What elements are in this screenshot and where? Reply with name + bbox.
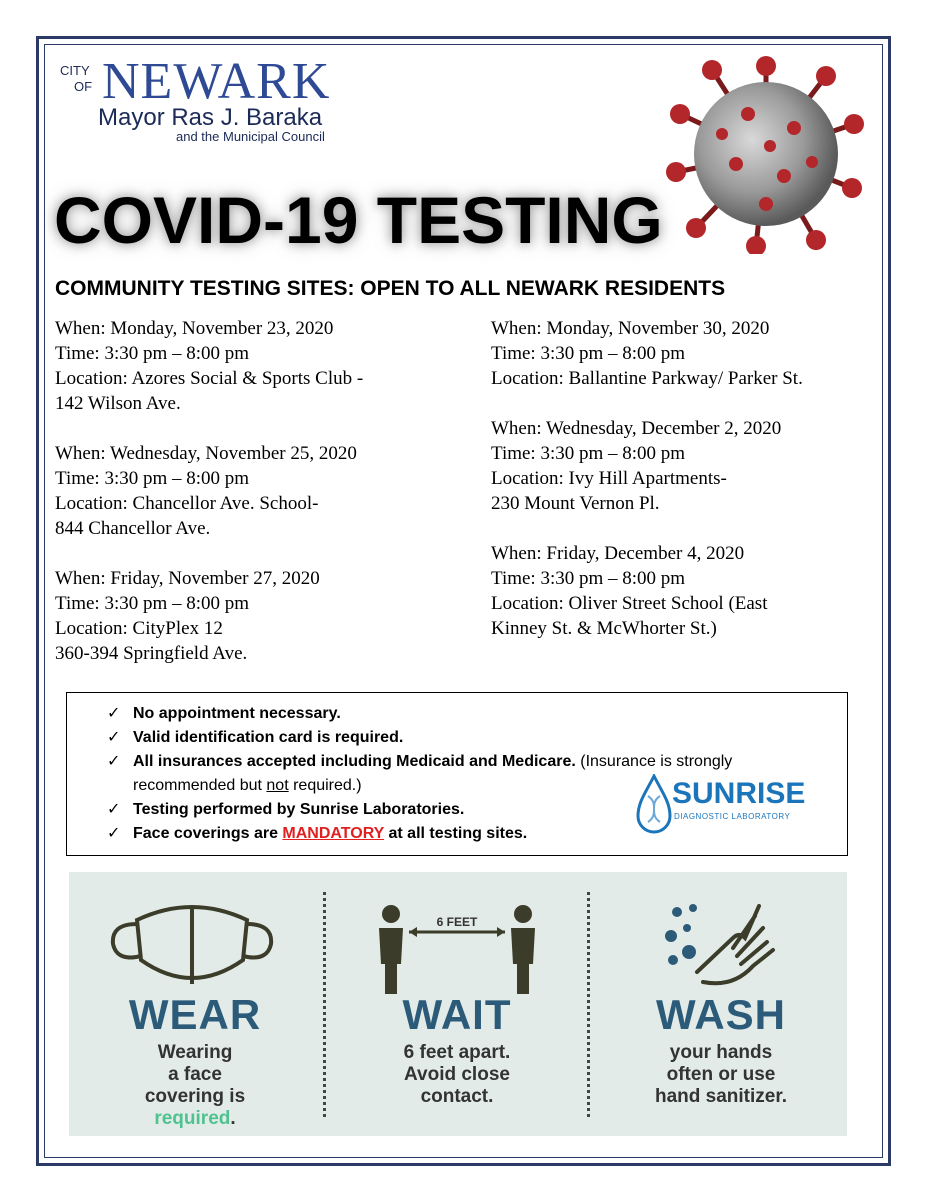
testing-event — [55, 441, 455, 541]
period: . — [230, 1108, 236, 1129]
wait-section — [331, 872, 583, 1136]
item-note: recommended but — [133, 777, 267, 794]
event-when: When: Friday, December 4, 2020 — [491, 543, 745, 564]
testing-event — [55, 316, 455, 416]
wait-line: Avoid close — [404, 1064, 510, 1085]
event-location: Location: Ballantine Parkway/ Parker St. — [491, 368, 803, 389]
event-when: When: Monday, November 30, 2020 — [491, 318, 770, 339]
sunrise-name: SUNRISE — [672, 777, 806, 810]
item-text: at all testing sites. — [384, 825, 528, 842]
wash-line: hand sanitizer. — [655, 1086, 787, 1107]
event-when: When: Monday, November 23, 2020 — [55, 318, 334, 339]
event-location: Location: CityPlex 12 — [55, 618, 223, 639]
event-address: 360-394 Springfield Ave. — [55, 643, 248, 664]
item-note: required.) — [288, 777, 362, 794]
newark-logo — [58, 53, 368, 148]
event-location: Location: Azores Social & Sports Club - — [55, 368, 364, 389]
checkmark-icon: ✓ — [107, 753, 121, 770]
wash-text — [595, 1042, 847, 1108]
event-location: Location: Ivy Hill Apartments- — [491, 468, 727, 489]
logo-city-label: CITY — [60, 63, 90, 78]
checkmark-icon: ✓ — [107, 825, 121, 842]
event-address: 142 Wilson Ave. — [55, 393, 181, 414]
checkmark-icon: ✓ — [107, 729, 121, 746]
dotted-divider — [323, 892, 326, 1117]
wait-text — [331, 1042, 583, 1108]
event-time: Time: 3:30 pm – 8:00 pm — [55, 593, 250, 614]
testing-event — [491, 316, 881, 391]
sunrise-subtitle: DIAGNOSTIC LABORATORY — [674, 812, 791, 821]
event-time: Time: 3:30 pm – 8:00 pm — [491, 443, 686, 464]
six-feet-label: 6 FEET — [436, 915, 478, 929]
event-when: When: Wednesday, December 2, 2020 — [491, 418, 782, 439]
wash-section — [595, 872, 847, 1136]
logo-council: and the Municipal Council — [176, 129, 325, 144]
event-when: When: Wednesday, November 25, 2020 — [55, 443, 357, 464]
item-text: Valid identification card is required. — [133, 729, 404, 746]
wear-line — [69, 1108, 321, 1130]
dna-drop-icon — [636, 774, 672, 836]
wear-text — [69, 1042, 321, 1130]
event-time: Time: 3:30 pm – 8:00 pm — [491, 343, 686, 364]
item-note-emphasis: not — [266, 777, 289, 794]
wear-section — [69, 872, 321, 1136]
testing-event — [55, 566, 455, 666]
wash-line: your hands — [669, 1042, 773, 1063]
logo-of-label: OF — [74, 79, 93, 94]
event-time: Time: 3:30 pm – 8:00 pm — [491, 568, 686, 589]
coronavirus-icon — [666, 54, 866, 254]
event-location: Location: Oliver Street School (East — [491, 593, 768, 614]
wear-line: Wearing — [157, 1042, 233, 1063]
event-address: 844 Chancellor Ave. — [55, 518, 211, 539]
testing-event — [491, 541, 881, 641]
dotted-divider — [587, 892, 590, 1117]
logo-city-name: NEWARK — [102, 53, 331, 110]
event-address: 230 Mount Vernon Pl. — [491, 493, 660, 514]
wear-line: a face — [168, 1064, 222, 1085]
event-location: Location: Chancellor Ave. School- — [55, 493, 319, 514]
wait-heading: WAIT — [402, 991, 512, 1038]
schedule-right-column — [491, 316, 881, 666]
logo-mayor: Mayor Ras J. Baraka — [98, 104, 323, 131]
list-item — [107, 726, 732, 750]
item-text: Testing performed by Sunrise Laboratories. — [133, 801, 465, 818]
wash-line: often or use — [666, 1064, 776, 1085]
required-word: required — [154, 1108, 231, 1129]
item-note: (Insurance is strongly — [575, 753, 733, 770]
wash-heading: WASH — [656, 991, 786, 1038]
item-text: All insurances accepted including Medicaid and Medicare. — [133, 753, 576, 770]
item-text: Face coverings are — [133, 825, 283, 842]
event-address: Kinney St. & McWhorter St.) — [491, 618, 717, 639]
wait-line: contact. — [420, 1086, 494, 1107]
event-time: Time: 3:30 pm – 8:00 pm — [55, 468, 250, 489]
item-text: No appointment necessary. — [133, 705, 341, 722]
event-when: When: Friday, November 27, 2020 — [55, 568, 320, 589]
mandatory-text: MANDATORY — [282, 825, 385, 842]
schedule-left-column — [55, 316, 455, 691]
safety-panel — [69, 872, 847, 1136]
wear-heading: WEAR — [128, 991, 262, 1038]
wear-line: covering is — [144, 1086, 246, 1107]
hand-wash-icon — [663, 902, 783, 992]
face-mask-icon — [107, 900, 277, 990]
checkmark-icon: ✓ — [107, 705, 121, 722]
wait-line: 6 feet apart. — [403, 1042, 511, 1063]
event-time: Time: 3:30 pm – 8:00 pm — [55, 343, 250, 364]
checkmark-icon: ✓ — [107, 801, 121, 818]
testing-event — [491, 416, 881, 516]
sunrise-logo — [636, 770, 806, 840]
page-title: COVID-19 TESTING — [54, 183, 663, 257]
list-item — [107, 702, 732, 726]
page-subtitle: COMMUNITY TESTING SITES: OPEN TO ALL NEWARK RESIDENTS — [55, 277, 726, 300]
